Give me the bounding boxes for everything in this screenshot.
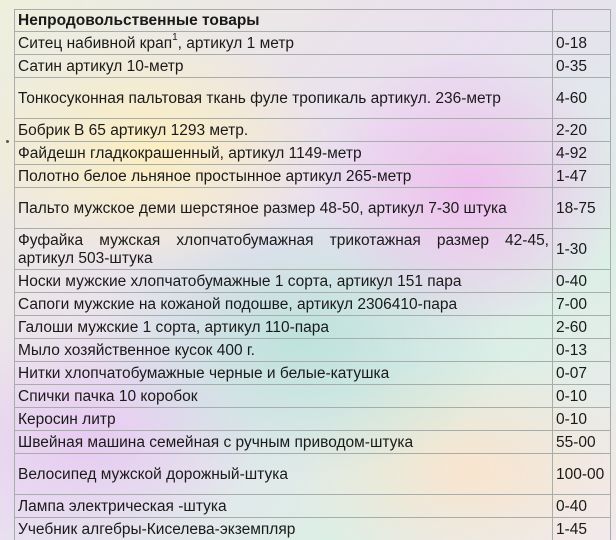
item-name: Носки мужские хлопчатобумажные 1 сорта, артикул 151 пара: [15, 270, 553, 293]
table-row: [15, 454, 611, 495]
table-row: [15, 408, 611, 431]
item-price: 100-00: [553, 454, 611, 495]
item-name: Швейная машина семейная с ручным приводом-штука: [15, 431, 553, 454]
item-name: Сапоги мужские на кожаной подошве, артикул 2306410-пара: [15, 293, 553, 316]
header-price-cell: [553, 10, 611, 32]
table-row: [15, 339, 611, 362]
item-price: 0-13: [553, 339, 611, 362]
table-row: [15, 55, 611, 78]
table-row: [15, 431, 611, 454]
table-row: [15, 229, 611, 270]
item-name: Бобрик В 65 артикул 1293 метр.: [15, 119, 553, 142]
table-row: [15, 518, 611, 540]
table-row: [15, 293, 611, 316]
item-price: 0-07: [553, 362, 611, 385]
item-price: 0-35: [553, 55, 611, 78]
item-price: 0-40: [553, 495, 611, 518]
table-row: [15, 188, 611, 229]
scan-speck: [6, 140, 9, 143]
table-row: [15, 270, 611, 293]
price-table: [14, 9, 611, 540]
item-price: 2-60: [553, 316, 611, 339]
item-name: Тонкосуконная пальтовая ткань фуле тропикаль артикул. 236-метр: [15, 78, 553, 119]
item-name: Файдешн гладкокрашенный, артикул 1149-метр: [15, 142, 553, 165]
item-price: 18-75: [553, 188, 611, 229]
table-row: [15, 78, 611, 119]
table-title: Непродовольственные товары: [15, 10, 553, 32]
item-price: 1-30: [553, 229, 611, 270]
item-price: 0-10: [553, 385, 611, 408]
item-name: Спички пачка 10 коробок: [15, 385, 553, 408]
item-name: Керосин литр: [15, 408, 553, 431]
footnote-marker: 1: [172, 32, 178, 44]
item-name: Мыло хозяйственное кусок 400 г.: [15, 339, 553, 362]
item-name: Велосипед мужской дорожный-штука: [15, 454, 553, 495]
item-price: 1-45: [553, 518, 611, 540]
table-row: [15, 142, 611, 165]
table-row: [15, 32, 611, 55]
table-row: [15, 362, 611, 385]
item-name: Сатин артикул 10-метр: [15, 55, 553, 78]
item-name: Галоши мужские 1 сорта, артикул 110-пара: [15, 316, 553, 339]
item-name: Лампа электрическая -штука: [15, 495, 553, 518]
item-price: 0-40: [553, 270, 611, 293]
table-row: [15, 385, 611, 408]
item-name: Учебник алгебры-Киселева-экземпляр: [15, 518, 553, 540]
item-price: 0-18: [553, 32, 611, 55]
item-price: 4-92: [553, 142, 611, 165]
table-row: [15, 495, 611, 518]
item-price: 55-00: [553, 431, 611, 454]
item-price: 0-10: [553, 408, 611, 431]
table-header-row: [15, 10, 611, 32]
table-row: [15, 119, 611, 142]
item-price: 1-47: [553, 165, 611, 188]
item-name: Полотно белое льняное простынное артикул 265-метр: [15, 165, 553, 188]
table-row: [15, 165, 611, 188]
item-price: 2-20: [553, 119, 611, 142]
item-name: Пальто мужское деми шерстяное размер 48-50, артикул 7-30 штука: [15, 188, 553, 229]
item-name: Нитки хлопчатобумажные черные и белые-катушка: [15, 362, 553, 385]
item-price: 4-60: [553, 78, 611, 119]
item-price: 7-00: [553, 293, 611, 316]
item-name: Ситец набивной крап$^1$, артикул 1 метр: [15, 32, 553, 55]
table-row: [15, 316, 611, 339]
item-name: Фуфайка мужская хлопчатобумажная трикотажная размер 42-45, артикул 503-штука: [15, 229, 553, 270]
